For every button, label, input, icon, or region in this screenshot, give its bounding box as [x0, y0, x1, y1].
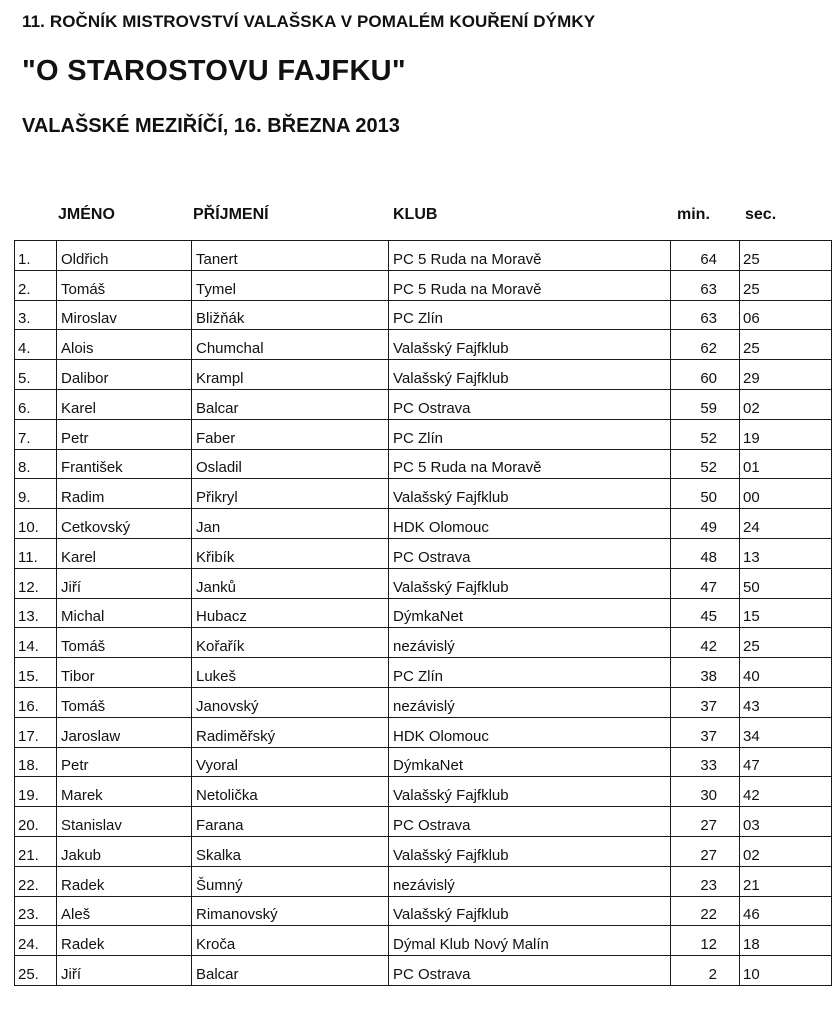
column-header-surname: PŘÍJMENÍ	[193, 206, 269, 223]
surname-cell: Šumný	[192, 866, 389, 896]
minutes-cell: 37	[671, 687, 740, 717]
surname-cell: Krampl	[192, 360, 389, 390]
club-cell: PC 5 Ruda na Moravě	[389, 449, 671, 479]
seconds-cell: 50	[740, 568, 832, 598]
surname-cell: Rimanovský	[192, 896, 389, 926]
first-name-cell: Jakub	[57, 836, 192, 866]
rank-cell: 24.	[15, 926, 57, 956]
table-row	[15, 836, 832, 866]
minutes-cell: 2	[671, 956, 740, 986]
minutes-cell: 37	[671, 717, 740, 747]
club-cell: PC Zlín	[389, 419, 671, 449]
rank-cell: 21.	[15, 836, 57, 866]
seconds-cell: 19	[740, 419, 832, 449]
seconds-cell: 46	[740, 896, 832, 926]
table-row	[15, 419, 832, 449]
rank-cell: 9.	[15, 479, 57, 509]
seconds-cell: 25	[740, 270, 832, 300]
first-name-cell: Tomáš	[57, 628, 192, 658]
surname-cell: Křibík	[192, 538, 389, 568]
table-row	[15, 866, 832, 896]
first-name-cell: Miroslav	[57, 300, 192, 330]
table-row	[15, 300, 832, 330]
table-row	[15, 926, 832, 956]
rank-cell: 15.	[15, 658, 57, 688]
first-name-cell: Stanislav	[57, 807, 192, 837]
club-cell: HDK Olomouc	[389, 509, 671, 539]
seconds-cell: 24	[740, 509, 832, 539]
rank-cell: 20.	[15, 807, 57, 837]
seconds-cell: 40	[740, 658, 832, 688]
rank-cell: 3.	[15, 300, 57, 330]
club-cell: PC Ostrava	[389, 956, 671, 986]
club-cell: PC Zlín	[389, 658, 671, 688]
rank-cell: 6.	[15, 389, 57, 419]
table-row	[15, 807, 832, 837]
rank-cell: 14.	[15, 628, 57, 658]
rank-cell: 2.	[15, 270, 57, 300]
club-cell: Dýmal Klub Nový Malín	[389, 926, 671, 956]
rank-cell: 16.	[15, 687, 57, 717]
minutes-cell: 48	[671, 538, 740, 568]
club-cell: Valašský Fajfklub	[389, 479, 671, 509]
first-name-cell: Tomáš	[57, 270, 192, 300]
table-row	[15, 747, 832, 777]
club-cell: Valašský Fajfklub	[389, 360, 671, 390]
minutes-cell: 63	[671, 300, 740, 330]
seconds-cell: 10	[740, 956, 832, 986]
seconds-cell: 02	[740, 389, 832, 419]
club-cell: DýmkaNet	[389, 598, 671, 628]
minutes-cell: 23	[671, 866, 740, 896]
rank-cell: 10.	[15, 509, 57, 539]
surname-cell: Netolička	[192, 777, 389, 807]
first-name-cell: Petr	[57, 747, 192, 777]
minutes-cell: 59	[671, 389, 740, 419]
first-name-cell: Jiří	[57, 568, 192, 598]
seconds-cell: 06	[740, 300, 832, 330]
seconds-cell: 42	[740, 777, 832, 807]
event-edition-title: 11. ROČNÍK MISTROVSTVÍ VALAŠSKA V POMALÉM KOUŘENÍ DÝMKY	[22, 12, 596, 31]
rank-cell: 18.	[15, 747, 57, 777]
seconds-cell: 13	[740, 538, 832, 568]
surname-cell: Hubacz	[192, 598, 389, 628]
rank-cell: 8.	[15, 449, 57, 479]
results-table-body	[15, 241, 832, 986]
minutes-cell: 62	[671, 330, 740, 360]
minutes-cell: 38	[671, 658, 740, 688]
seconds-cell: 25	[740, 628, 832, 658]
rank-cell: 4.	[15, 330, 57, 360]
column-header-min: min.	[677, 206, 710, 223]
surname-cell: Chumchal	[192, 330, 389, 360]
surname-cell: Kořařík	[192, 628, 389, 658]
results-table	[14, 240, 832, 986]
surname-cell: Janků	[192, 568, 389, 598]
table-row	[15, 360, 832, 390]
table-row	[15, 241, 832, 271]
minutes-cell: 22	[671, 896, 740, 926]
surname-cell: Jan	[192, 509, 389, 539]
club-cell: Valašský Fajfklub	[389, 896, 671, 926]
first-name-cell: František	[57, 449, 192, 479]
club-cell: PC Ostrava	[389, 538, 671, 568]
club-cell: Valašský Fajfklub	[389, 836, 671, 866]
table-row	[15, 598, 832, 628]
event-place-date: VALAŠSKÉ MEZIŘÍČÍ, 16. BŘEZNA 2013	[22, 115, 400, 137]
surname-cell: Osladil	[192, 449, 389, 479]
minutes-cell: 60	[671, 360, 740, 390]
minutes-cell: 49	[671, 509, 740, 539]
club-cell: PC Ostrava	[389, 389, 671, 419]
surname-cell: Kroča	[192, 926, 389, 956]
surname-cell: Tanert	[192, 241, 389, 271]
surname-cell: Vyoral	[192, 747, 389, 777]
seconds-cell: 15	[740, 598, 832, 628]
first-name-cell: Karel	[57, 389, 192, 419]
rank-cell: 1.	[15, 241, 57, 271]
table-row	[15, 330, 832, 360]
column-header-name: JMÉNO	[58, 206, 115, 223]
first-name-cell: Michal	[57, 598, 192, 628]
seconds-cell: 34	[740, 717, 832, 747]
seconds-cell: 02	[740, 836, 832, 866]
minutes-cell: 63	[671, 270, 740, 300]
club-cell: nezávislý	[389, 687, 671, 717]
rank-cell: 19.	[15, 777, 57, 807]
seconds-cell: 25	[740, 241, 832, 271]
club-cell: HDK Olomouc	[389, 717, 671, 747]
table-row	[15, 449, 832, 479]
rank-cell: 5.	[15, 360, 57, 390]
rank-cell: 22.	[15, 866, 57, 896]
club-cell: PC 5 Ruda na Moravě	[389, 241, 671, 271]
first-name-cell: Tibor	[57, 658, 192, 688]
seconds-cell: 18	[740, 926, 832, 956]
minutes-cell: 12	[671, 926, 740, 956]
table-row	[15, 956, 832, 986]
rank-cell: 17.	[15, 717, 57, 747]
table-row	[15, 568, 832, 598]
first-name-cell: Radek	[57, 866, 192, 896]
rank-cell: 7.	[15, 419, 57, 449]
minutes-cell: 64	[671, 241, 740, 271]
table-row	[15, 628, 832, 658]
surname-cell: Skalka	[192, 836, 389, 866]
first-name-cell: Jiří	[57, 956, 192, 986]
club-cell: PC Zlín	[389, 300, 671, 330]
first-name-cell: Cetkovský	[57, 509, 192, 539]
first-name-cell: Jaroslaw	[57, 717, 192, 747]
rank-cell: 12.	[15, 568, 57, 598]
minutes-cell: 27	[671, 836, 740, 866]
table-row	[15, 658, 832, 688]
table-row	[15, 509, 832, 539]
first-name-cell: Karel	[57, 538, 192, 568]
surname-cell: Faber	[192, 419, 389, 449]
seconds-cell: 21	[740, 866, 832, 896]
minutes-cell: 45	[671, 598, 740, 628]
seconds-cell: 29	[740, 360, 832, 390]
first-name-cell: Marek	[57, 777, 192, 807]
minutes-cell: 52	[671, 419, 740, 449]
table-row	[15, 717, 832, 747]
event-name-title: "O STAROSTOVU FAJFKU"	[22, 55, 406, 87]
minutes-cell: 47	[671, 568, 740, 598]
table-row	[15, 538, 832, 568]
minutes-cell: 50	[671, 479, 740, 509]
club-cell: DýmkaNet	[389, 747, 671, 777]
club-cell: nezávislý	[389, 866, 671, 896]
seconds-cell: 25	[740, 330, 832, 360]
rank-cell: 25.	[15, 956, 57, 986]
first-name-cell: Oldřich	[57, 241, 192, 271]
club-cell: Valašský Fajfklub	[389, 777, 671, 807]
surname-cell: Tymel	[192, 270, 389, 300]
minutes-cell: 52	[671, 449, 740, 479]
seconds-cell: 03	[740, 807, 832, 837]
club-cell: Valašský Fajfklub	[389, 330, 671, 360]
minutes-cell: 30	[671, 777, 740, 807]
surname-cell: Janovský	[192, 687, 389, 717]
minutes-cell: 27	[671, 807, 740, 837]
surname-cell: Bližňák	[192, 300, 389, 330]
first-name-cell: Aleš	[57, 896, 192, 926]
table-row	[15, 270, 832, 300]
seconds-cell: 43	[740, 687, 832, 717]
seconds-cell: 01	[740, 449, 832, 479]
first-name-cell: Dalibor	[57, 360, 192, 390]
table-row	[15, 777, 832, 807]
first-name-cell: Radek	[57, 926, 192, 956]
club-cell: Valašský Fajfklub	[389, 568, 671, 598]
table-row	[15, 687, 832, 717]
surname-cell: Radiměřský	[192, 717, 389, 747]
surname-cell: Balcar	[192, 956, 389, 986]
seconds-cell: 00	[740, 479, 832, 509]
first-name-cell: Tomáš	[57, 687, 192, 717]
first-name-cell: Alois	[57, 330, 192, 360]
club-cell: nezávislý	[389, 628, 671, 658]
rank-cell: 11.	[15, 538, 57, 568]
surname-cell: Balcar	[192, 389, 389, 419]
table-row	[15, 389, 832, 419]
first-name-cell: Radim	[57, 479, 192, 509]
column-header-club: KLUB	[393, 206, 438, 223]
minutes-cell: 33	[671, 747, 740, 777]
minutes-cell: 42	[671, 628, 740, 658]
seconds-cell: 47	[740, 747, 832, 777]
table-row	[15, 479, 832, 509]
rank-cell: 23.	[15, 896, 57, 926]
rank-cell: 13.	[15, 598, 57, 628]
club-cell: PC 5 Ruda na Moravě	[389, 270, 671, 300]
first-name-cell: Petr	[57, 419, 192, 449]
column-header-sec: sec.	[745, 206, 777, 223]
surname-cell: Přikryl	[192, 479, 389, 509]
table-row	[15, 896, 832, 926]
club-cell: PC Ostrava	[389, 807, 671, 837]
surname-cell: Lukeš	[192, 658, 389, 688]
surname-cell: Farana	[192, 807, 389, 837]
